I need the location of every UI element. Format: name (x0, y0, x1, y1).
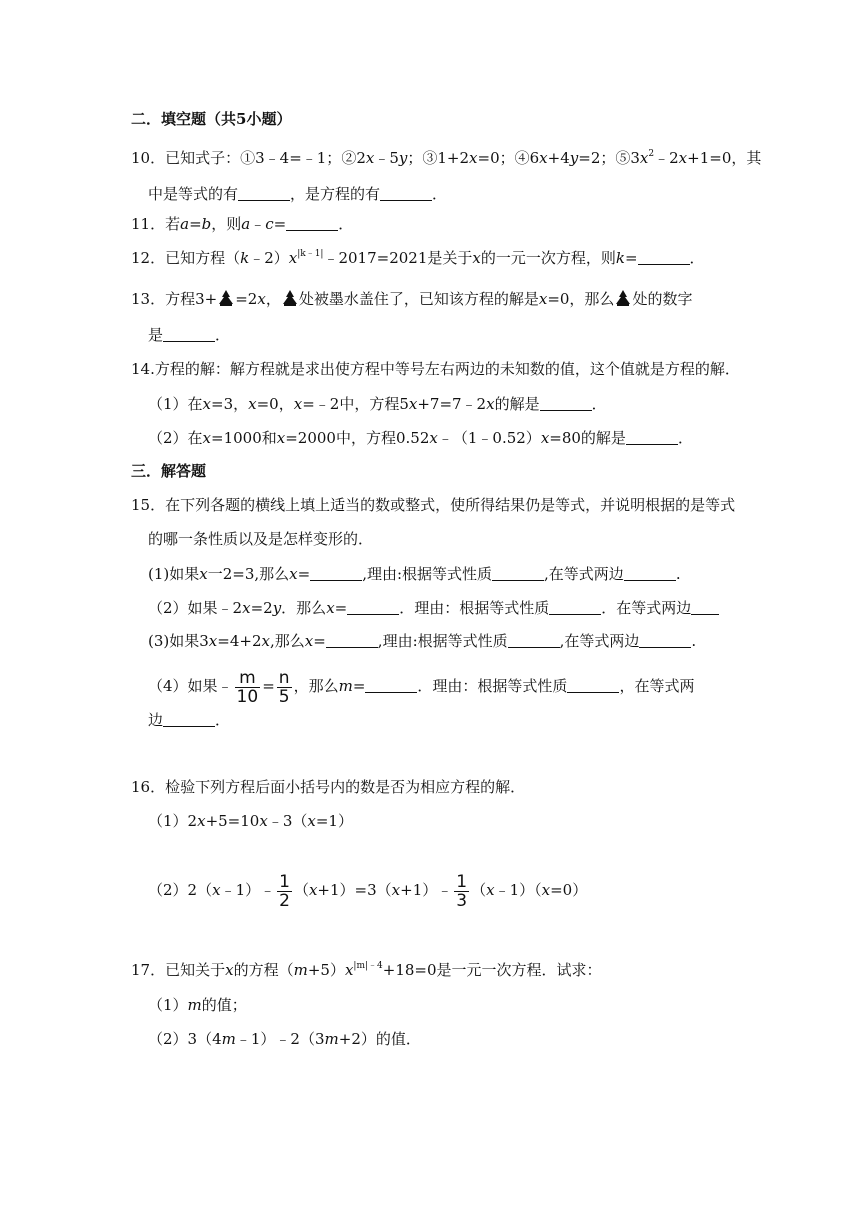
answer-blank (365, 678, 417, 693)
question-15-part-1: (1)如果x一2=3,那么x= ,理由:根据等式性质 ,在等式两边 . (148, 565, 681, 583)
answer-blank (492, 566, 544, 581)
answer-blank (380, 186, 432, 201)
answer-blank (626, 430, 678, 445)
answer-blank (691, 600, 719, 615)
question-12: 12．已知方程$(k﹣2)x^{|k﹣1|}﹣2017=2021$是关于x的一元一次方程，则k= ． (131, 249, 705, 267)
question-15-part-2: （2）如果﹣2x=2y．那么x= ．理由：根据等式性质 ．在等式两边 (148, 598, 719, 618)
answer-blank (549, 600, 601, 615)
question-15-part-3: (3)如果3x=4+2x,那么x= ,理由:根据等式性质 ,在等式两边 . (148, 632, 697, 650)
ink-blot-icon (217, 289, 235, 307)
question-14: 14.方程的解：解方程就是求出使方程中等号左右两边的未知数的值，这个值就是方程的解． (131, 360, 740, 378)
answer-blank (286, 216, 338, 231)
question-17-part-1: （1）m的值； (148, 996, 247, 1014)
answer-blank (540, 396, 592, 411)
question-15-part-4-line-2: 边 ． (148, 711, 231, 729)
answer-blank (508, 633, 560, 648)
answer-blank (347, 600, 399, 615)
answer-blank (638, 250, 690, 265)
question-11: 11．若a=b，则a﹣c= ． (131, 215, 354, 233)
answer-blank (238, 186, 290, 201)
question-10-line-2: 中是等式的有 ，是方程的有 ． (148, 185, 448, 203)
question-17-part-2: （2）3（4m﹣1）﹣2（3m+2）的值． (148, 1030, 421, 1048)
answer-blank (567, 678, 619, 693)
fraction-n-over-5: $\frac{n}{5}$ (278, 667, 290, 707)
question-17: 17．已知关于x的方程$(m+5)x^{|m|﹣4}+18=0$是一元一次方程．试求： (131, 961, 602, 979)
question-15-line-1: 15．在下列各题的横线上填上适当的数或整式，使所得结果仍是等式，并说明根据的是等式 (131, 496, 736, 514)
ink-blot-icon (614, 289, 632, 307)
answer-blank (163, 327, 215, 342)
fraction-m-over-10: $\frac{m}{10}$ (236, 667, 259, 707)
section-2-title: 二．填空题（共5小题） (131, 110, 292, 128)
question-14-part-1: （1）在x=3，x=0，x=﹣2中，方程5x+7=7﹣2x的解是 ． (148, 395, 607, 413)
ink-blot-icon (281, 289, 299, 307)
answer-blank (326, 633, 378, 648)
fraction-one-third: $\frac{1}{3}$ (456, 871, 468, 911)
answer-blank (639, 633, 691, 648)
question-16-part-1: （1）2x+5=10x﹣3（x=1） (148, 812, 353, 830)
question-14-part-2: （2）在x=1000和x=2000中，方程0.52x﹣（1﹣0.52）x=80的解是 ． (148, 429, 693, 447)
answer-blank (310, 566, 362, 581)
question-13-line-2: 是 ． (148, 326, 231, 344)
question-16: 16．检验下列方程后面小括号内的数是否为相应方程的解． (131, 778, 526, 796)
answer-blank (624, 566, 676, 581)
answer-blank (163, 712, 215, 727)
question-13-line-1: 13．方程3+ =2x， 处被墨水盖住了，已知该方程的解是x=0，那么 处的数字 (131, 290, 693, 308)
section-3-title: 三．解答题 (131, 462, 207, 480)
question-10-line-1: 10．已知式子：①3﹣4=﹣1；②2x﹣5y；③1+2x=0；④6x+4y=2；$⑤3x^2﹣2x+1=0$，其 (131, 149, 762, 167)
fraction-one-half: $\frac{1}{2}$ (279, 871, 290, 911)
question-15-part-4: （4）如果﹣ $\frac{m}{10}$ = $\frac{n}{5}$ ，那么m= ．理由：根据等式性质 ，在等式两 (148, 667, 695, 707)
question-16-part-2: （2）2（x﹣1）﹣ $\frac{1}{2}$ （x+1）=3（x+1）﹣ $\frac{1}{3}$ （x﹣1）（x=0） (148, 871, 588, 911)
question-15-line-2: 的哪一条性质以及是怎样变形的． (148, 530, 374, 548)
